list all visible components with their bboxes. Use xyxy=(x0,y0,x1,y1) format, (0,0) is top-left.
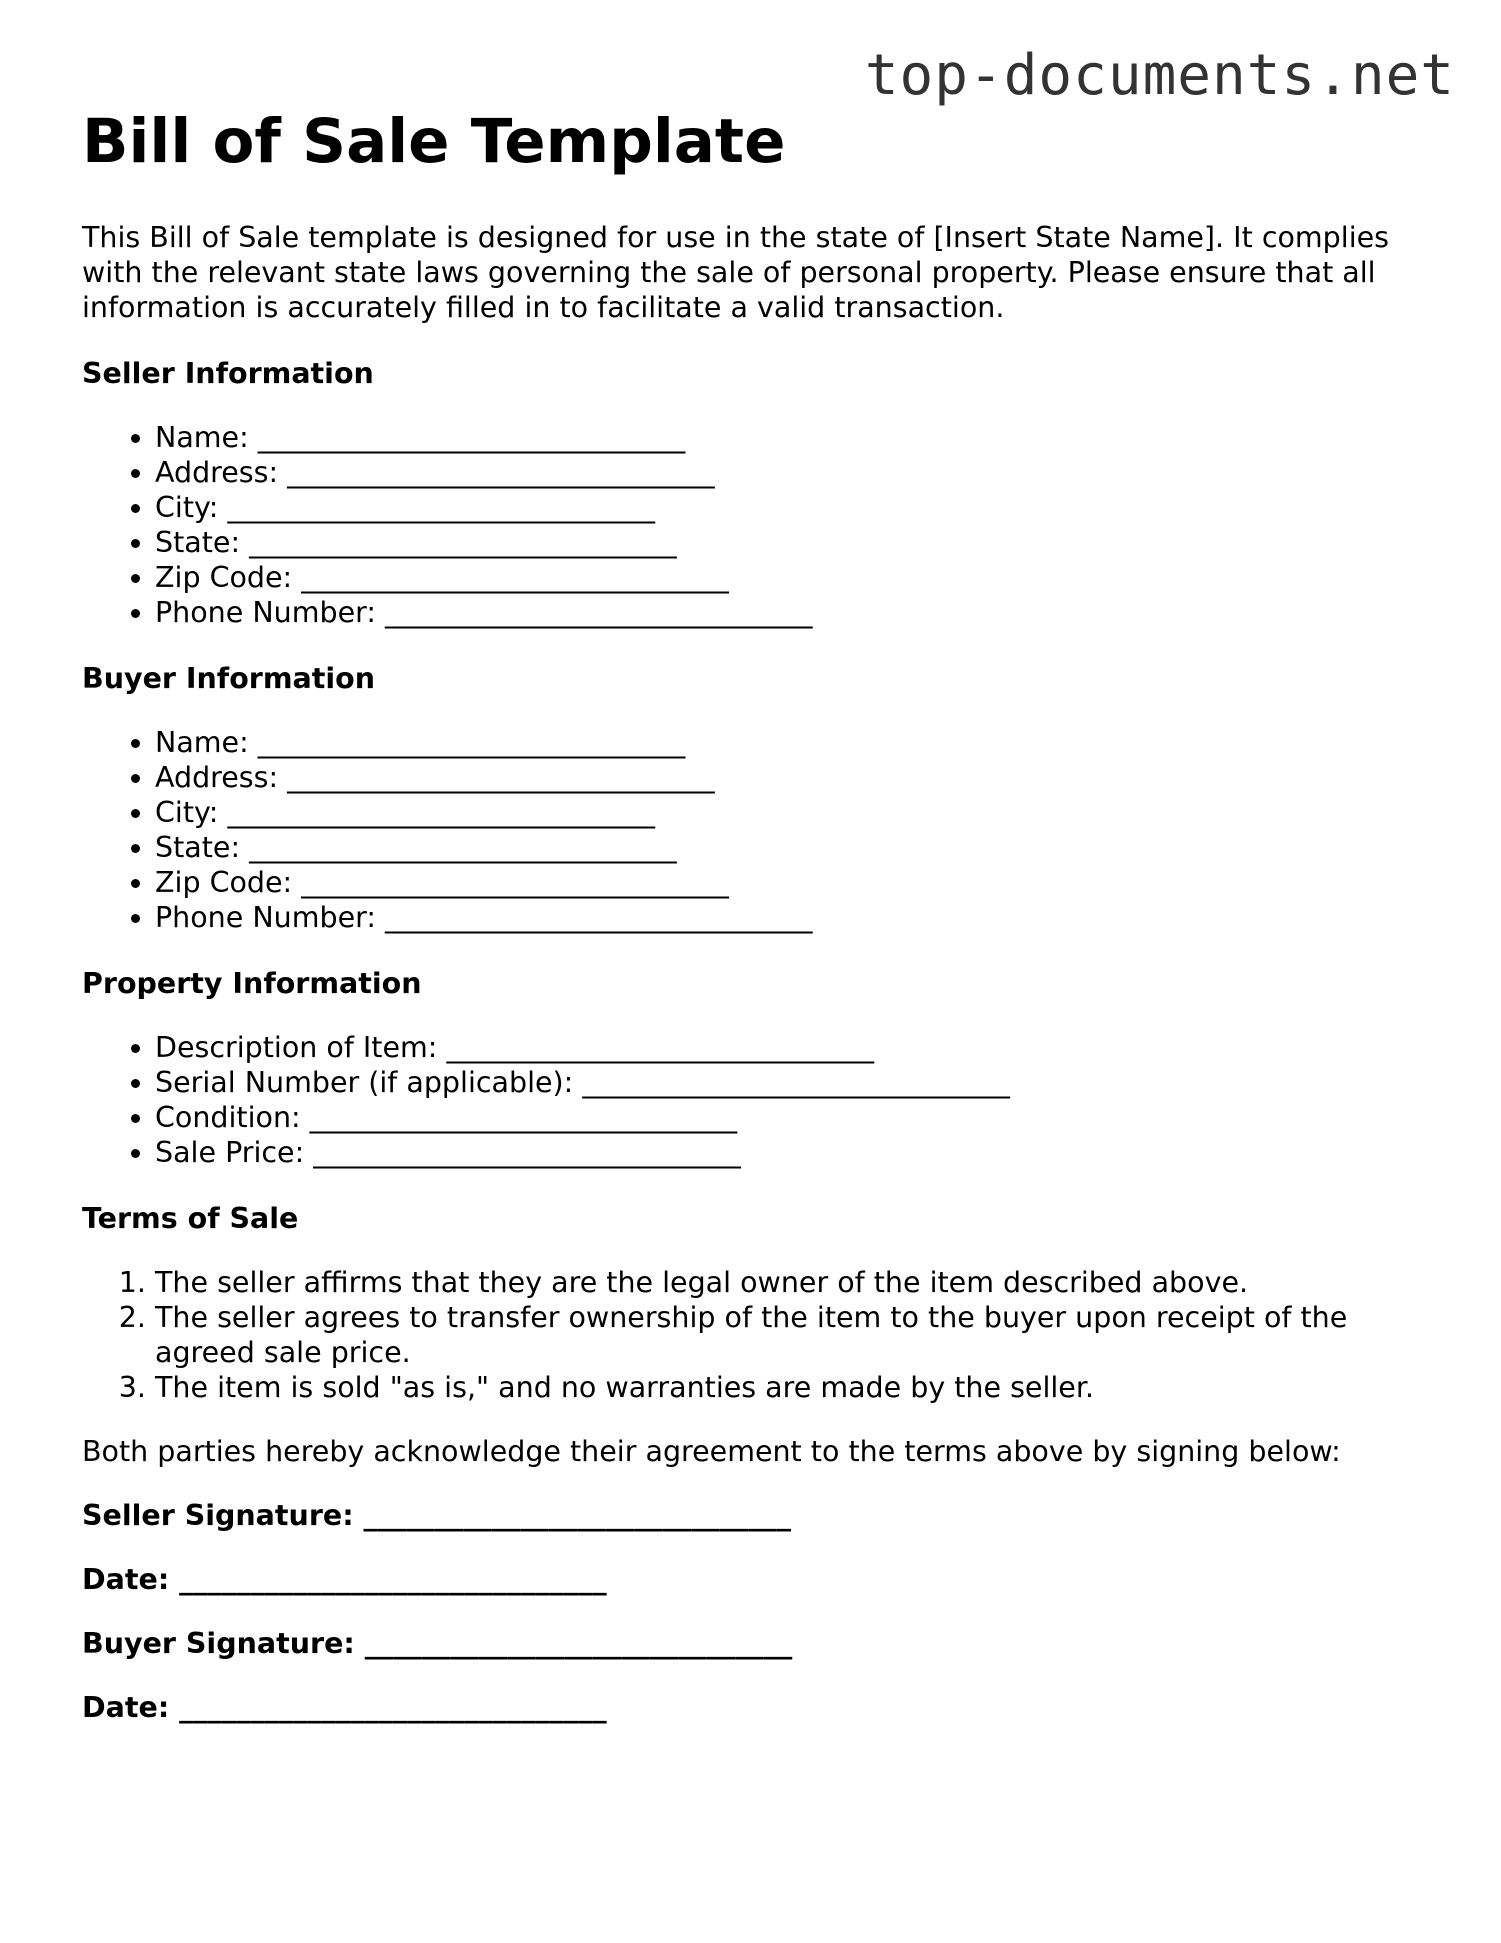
seller-name-field[interactable]: • Name: ______________________________ xyxy=(155,420,1422,455)
terms-section-heading: Terms of Sale xyxy=(82,1202,299,1235)
property-condition-field[interactable]: • Condition: ______________________________ xyxy=(155,1100,1422,1135)
seller-section-heading: Seller Information xyxy=(82,357,374,390)
seller-city-field[interactable]: • City: ______________________________ xyxy=(155,490,1422,525)
buyer-signature-field[interactable]: Buyer Signature: ______________________________ xyxy=(82,1627,793,1660)
terms-item: 1. The seller affirms that they are the legal owner of the item described above. xyxy=(155,1265,1422,1300)
document-page xyxy=(82,106,1422,1725)
property-price-field[interactable]: • Sale Price: ______________________________ xyxy=(155,1135,1422,1170)
terms-item: 3. The item is sold "as is," and no warranties are made by the seller. xyxy=(155,1370,1422,1405)
buyer-city-field[interactable]: • City: ______________________________ xyxy=(155,795,1422,830)
watermark: top-documents.net xyxy=(864,43,1455,108)
seller-zip-field[interactable]: • Zip Code: ______________________________ xyxy=(155,560,1422,595)
page-title: Bill of Sale Template xyxy=(82,106,786,177)
buyer-name-field[interactable]: • Name: ______________________________ xyxy=(155,725,1422,760)
property-description-field[interactable]: • Description of Item: ______________________________ xyxy=(155,1030,1422,1065)
buyer-state-field[interactable]: • State: ______________________________ xyxy=(155,830,1422,865)
buyer-date-field[interactable]: Date: ______________________________ xyxy=(82,1691,607,1724)
seller-date-field[interactable]: Date: ______________________________ xyxy=(82,1563,607,1596)
intro-paragraph: This Bill of Sale template is designed for use in the state of [Insert State Name]. It complies with the relevant state laws governing the sale of personal property. Please ensure that all information is accurately filled in to facilitate a valid transaction. xyxy=(82,221,1389,324)
buyer-address-field[interactable]: • Address: ______________________________ xyxy=(155,760,1422,795)
terms-item: 2. The seller agrees to transfer ownership of the item to the buyer upon receipt of the agreed sale price. xyxy=(155,1300,1422,1370)
buyer-fields-list xyxy=(82,725,1422,935)
acknowledgement-paragraph: Both parties hereby acknowledge their agreement to the terms above by signing below: xyxy=(82,1435,1341,1468)
seller-state-field[interactable]: • State: ______________________________ xyxy=(155,525,1422,560)
terms-list xyxy=(82,1265,1422,1405)
seller-address-field[interactable]: • Address: ______________________________ xyxy=(155,455,1422,490)
buyer-section-heading: Buyer Information xyxy=(82,662,376,695)
seller-fields-list xyxy=(82,420,1422,630)
property-fields-list xyxy=(82,1030,1422,1170)
buyer-zip-field[interactable]: • Zip Code: ______________________________ xyxy=(155,865,1422,900)
seller-phone-field[interactable]: • Phone Number: ______________________________ xyxy=(155,595,1422,630)
seller-signature-field[interactable]: Seller Signature: ______________________________ xyxy=(82,1499,792,1532)
buyer-phone-field[interactable]: • Phone Number: ______________________________ xyxy=(155,900,1422,935)
property-serial-field[interactable]: • Serial Number (if applicable): ______________________________ xyxy=(155,1065,1422,1100)
property-section-heading: Property Information xyxy=(82,967,422,1000)
